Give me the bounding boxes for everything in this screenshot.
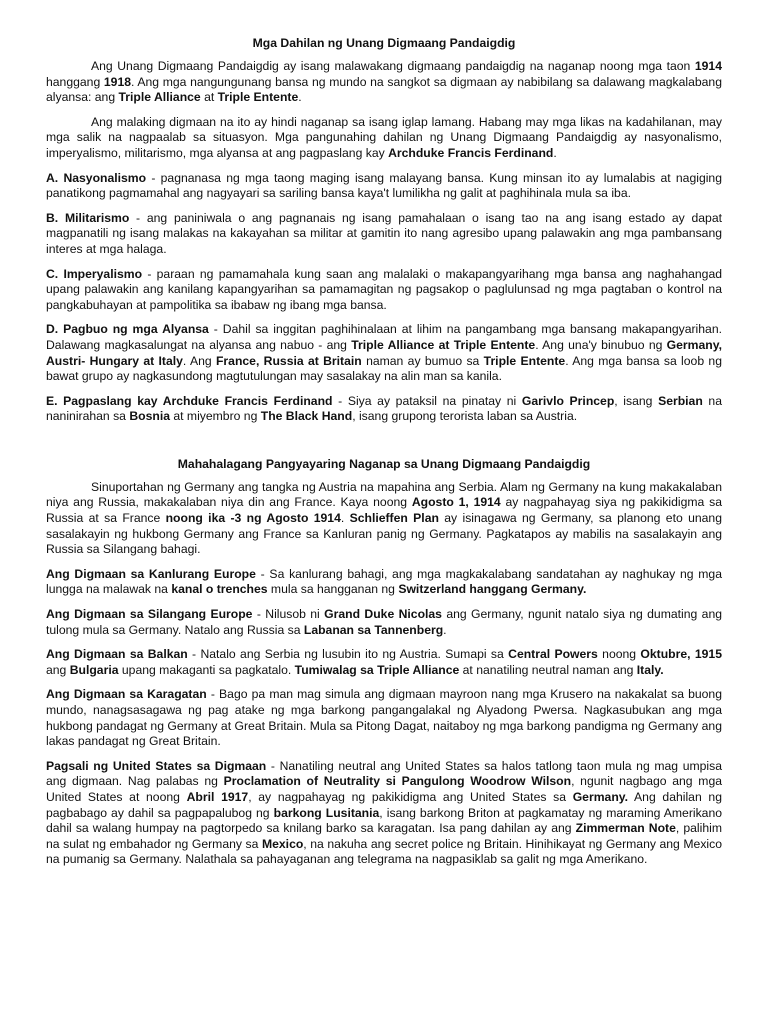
text-run: ay nagpahayag siya ng pakikidigma sa Russia at sa France [46,495,722,526]
bold-text-run: Triple Entente [217,90,299,105]
bold-text-run: Triple Alliance [118,90,201,105]
cause-militarismo [46,211,722,258]
bold-text-run: Serbian [658,393,703,408]
bold-text-run: Bulgaria [69,662,119,677]
bold-text-run: Switzerland hanggang Germany. [398,582,587,597]
text-run: mula sa hangganan ng [267,582,399,597]
bold-text-run: Mexico [261,836,304,851]
bold-text-run: Abril 1917 [186,789,249,804]
section-title-events: Mahahalagang Pangyayaring Naganap sa Unang Digmaang Pandaigdig [177,456,591,471]
section-title-causes: Mga Dahilan ng Unang Digmaang Pandaigdig [252,36,516,50]
text-run: naman ay bumuo sa [361,353,484,368]
event-silangang-europe [46,607,722,638]
bold-text-run: France, Russia at Britain [215,353,362,368]
bold-text-run: Ang Digmaan sa Balkan [46,647,188,662]
bold-text-run: Ang Digmaan sa Karagatan [46,687,207,702]
bold-text-run: kanal o trenches [171,582,268,597]
event-karagatan [46,687,722,749]
event-balkan [46,647,722,678]
text-run: . Ang mga bansa sa loob ng bawat grupo ay nagkasundong magtutulungan may sasalakay na alin man sa kanila. [46,353,722,384]
bold-text-run: 1918 [103,74,132,89]
bold-text-run: Zimmerman Note [575,821,676,836]
text-run: , ay nagpahayag ng pakikidigma ang United States sa [248,789,573,804]
text-run: - Siya ay pataksil na pinatay ni [332,393,522,408]
intro-paragraph-2 [46,115,722,162]
text-run: , palihim na sulat ng embahador ng Germany sa [46,821,722,851]
text-run: , isang barkong Briton at pagkamatay ng maraming Amerikano dahil sa walang humpay na pagtorpedo sa knilang barko sa karagatan. Isa pang dahilan ay ang [46,805,723,836]
text-run: - Natalo ang Serbia ng lusubin ito ng Austria. Sumapi sa [187,647,509,662]
bold-text-run: Triple Entente [483,353,566,368]
text-run: na naninirahan sa [46,393,722,424]
bold-text-run: Tumiwalag sa Triple Alliance [294,662,460,677]
text-run: - Nanatiling neutral ang United States sa halos tatlong taon mula ng mag umpisa ang digmaan. Nag palabas ng [46,758,722,789]
bold-text-run: E. Pagpaslang kay Archduke Francis Ferdinand [46,393,333,408]
text-run: - Dahil sa inggitan paghihinalaan at lihim na pangambang mga bansang makapangyarihan. Dalawang magkasalungat na alyansa ang nabuo - ang [46,322,722,352]
text-run: , isang [614,393,659,408]
bold-text-run: noong ika -3 ng Agosto 1914 [165,511,341,526]
text-run: - paraan ng pamamahala kung saan ang malalaki o makapangyarihang mga bansa ang naghahangad upang palawakin ang kanilang kapangyarihan sa pamamagitan ng pagsakop o paglulunsad ng mga pagtaban o kontrol na pangkabuhayan at pampolitika sa ibabaw ng ibang mga bansa. [46,266,723,312]
text-run: noong [597,647,641,662]
events-intro-paragraph [46,480,722,558]
text-run: . [340,511,350,526]
bold-text-run: Ang Digmaan sa Kanlurang Europe [46,566,256,581]
text-run: at nanatiling neutral naman ang [459,662,637,677]
text-run: , na nakuha ang secret police ng Britain. Hinihikayat ng Germany ang Mexico na pumanig sa Germany. Nalathala sa pahayaganan ang telegrama na nagpasiklab sa galit ng mga Amerikano. [46,836,722,867]
text-run: Ang Unang Digmaang Pandaigdig ay isang malawakang digmaang pandaigdig na naganap noong mga taon [91,59,695,73]
text-run: - Bago pa man mag simula ang digmaan mayroon nang mga Krusero na nakakalat sa buong mundo, nanagsasagawa ng pag atake ng mga barkong pangangalakal ng Alyadong Pwersa. Nagkasubukan ang mga hukbong pandagat ng Germany at Great Britain. Mula sa Pitong Dagat, naitaboy ng mga barkong pandigma ng Germany ang lakas pandagat ng Great Britain. [46,687,722,749]
text-run: Sinuportahan ng Germany ang tangka ng Austria na mapahina ang Serbia. Alam ng Germany na kung makakalaban niya ang Russia, makakalaban niya din ang France. Kaya noong [46,479,722,510]
bold-text-run: Garivlo Princep [521,393,615,408]
bold-text-run: Ang Digmaan sa Silangang Europe [46,607,253,622]
bold-text-run: Pagsali ng United States sa Digmaan [46,758,267,773]
text-run: . Ang una'y binubuo ng [535,337,667,352]
bold-text-run: Italy. [636,662,664,677]
text-run: upang makaganti sa pagkatalo. [118,662,295,677]
text-run: . [443,622,447,637]
text-run: . [298,90,302,105]
cause-alyansa [46,322,722,384]
bold-text-run: D. Pagbuo ng mga Alyansa [46,322,209,337]
bold-text-run: Archduke Francis Ferdinand [388,145,554,160]
text-run: , isang grupong terorista laban sa Austria. [352,409,578,424]
event-kanlurang-europe [46,567,722,598]
text-run: ang [46,662,70,677]
bold-text-run: C. Imperyalismo [46,266,143,281]
text-run: . Ang [182,353,216,368]
bold-text-run: Central Powers [508,647,598,662]
bold-text-run: Agosto 1, 1914 [411,495,501,510]
bold-text-run: Schlieffen Plan [349,511,439,526]
bold-text-run: Proclamation of Neutrality si Pangulong Woodrow Wilson [223,774,572,789]
text-run: - Sa kanlurang bahagi, ang mga magkakalabang sandatahan ay naghukay ng mga lungga na malawak na [46,566,722,597]
bold-text-run: 1914 [694,59,722,73]
cause-pagpaslang [46,394,722,425]
text-run: at [200,90,218,105]
text-run: . Ang mga nangungunang bansa ng mundo na sangkot sa digmaan ay nabibilang sa dalawang magkalabang alyansa: ang [46,74,722,105]
intro-paragraph-1 [46,59,722,106]
bold-text-run: Labanan sa Tannenberg [303,622,444,637]
bold-text-run: The Black Hand [260,409,353,424]
bold-text-run: B. Militarismo [46,210,130,225]
bold-text-run: Bosnia [129,409,170,424]
text-run: Ang malaking digmaan na ito ay hindi naganap sa isang iglap lamang. Habang may mga likas na kadahilanan, may mga salik na nagpaalab sa situasyon. Mga pangunahing dahilan ng Unang Digmaang Pandaigdig ay nasyonalismo, imperyalismo, militarismo, mga alyansa at ang pagpaslang kay [46,114,722,160]
bold-text-run: Germany. [572,789,629,804]
text-run: . [553,145,557,160]
text-run: ang Germany, ngunit natalo siya ng dumating ang tulong mula sa Germany. Natalo ang Russia sa [46,607,723,637]
text-run: hanggang [46,74,104,89]
text-run: - Nilusob ni [252,607,325,622]
bold-text-run: Triple Alliance at Triple Entente [351,337,536,352]
cause-nasyonalismo [46,171,722,202]
text-run: - ang paniniwala o ang pagnanais ng isang pamahalaan o isang tao na ang isang estado ay dapat magpanatili ng isang malakas na kakayahan sa militar at gamitin ito nang agresibo upang palawakin ang mga pambansang interes at mga halaga. [46,210,722,256]
text-run: Ang dahilan ng pagbabago ay dahil sa pagpapalubog ng [46,789,722,820]
text-run: - pagnanasa ng mga taong maging isang malayang bansa. Kung minsan ito ay lumalabis at nagiging panatikong pagmamahal ang nagyayari sa sariling bansa kaya't lumilikha ng galit at paghihinala mula sa iba. [46,170,722,201]
bold-text-run: A. Nasyonalismo [46,170,147,185]
bold-text-run: Germany, Austri- Hungary at Italy [46,337,722,368]
bold-text-run: barkong Lusitania [273,805,380,820]
text-run: at miyembro ng [169,409,261,424]
text-run: , ngunit nagbago ang mga United States at noong [46,774,723,804]
bold-text-run: Oktubre, 1915 [640,647,722,662]
bold-text-run: Grand Duke Nicolas [324,607,442,622]
text-run: ay isinagawa ng Germany, sa planong eto unang sasalakayin ng hukbong Germany ang France sa Kanluran panig ng Germany. Pagkatapos ay mabilis na sasalakayin ang Russia sa Silangang bahagi. [46,511,722,557]
cause-imperyalismo [46,267,722,314]
event-united-states [46,759,722,868]
